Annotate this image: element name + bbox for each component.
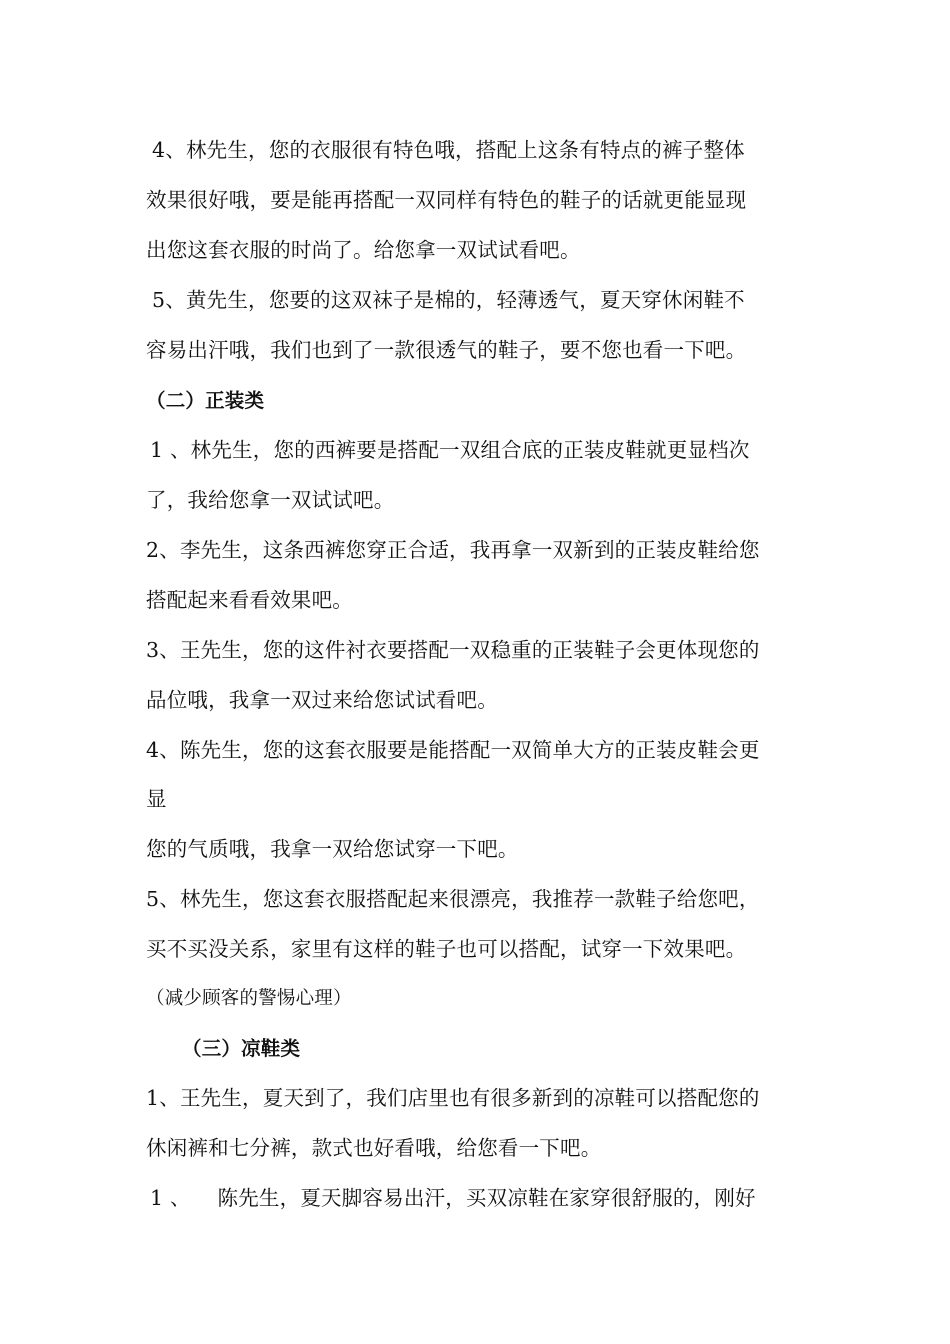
paragraph-line: 2、李先生，这条西裤您穿正合适，我再拿一双新到的正装皮鞋给您 <box>146 538 760 562</box>
paragraph-line: 1 、 陈先生，夏天脚容易出汗，买双凉鞋在家穿很舒服的，刚好 <box>150 1186 756 1210</box>
paragraph-line: 品位哦，我拿一双过来给您试试看吧。 <box>146 688 498 712</box>
note-line: （减少顾客的警惕心理） <box>146 988 352 1009</box>
paragraph-line: 出您这套衣服的时尚了。给您拿一双试试看吧。 <box>146 238 581 262</box>
paragraph-line: 4、林先生，您的衣服很有特色哦，搭配上这条有特点的裤子整体 <box>152 138 745 162</box>
paragraph-line: 效果很好哦，要是能再搭配一双同样有特色的鞋子的话就更能显现 <box>146 188 747 212</box>
paragraph-line: 买不买没关系，家里有这样的鞋子也可以搭配，试穿一下效果吧。 <box>146 937 747 961</box>
paragraph-line: 1、王先生，夏天到了，我们店里也有很多新到的凉鞋可以搭配您的 <box>146 1086 760 1110</box>
paragraph-line: 您的气质哦，我拿一双给您试穿一下吧。 <box>146 837 519 861</box>
paragraph-line: 5、黄先生，您要的这双袜子是棉的，轻薄透气，夏天穿休闲鞋不 <box>152 288 745 312</box>
paragraph-line: 3、王先生，您的这件衬衣要搭配一双稳重的正装鞋子会更体现您的 <box>146 638 760 662</box>
paragraph-line: 显 <box>146 787 167 811</box>
section-heading-formal: （二）正装类 <box>146 389 265 412</box>
paragraph-line: 了，我给您拿一双试试吧。 <box>146 488 395 512</box>
paragraph-line: 1 、林先生，您的西裤要是搭配一双组合底的正装皮鞋就更显档次 <box>150 438 750 462</box>
paragraph-line: 4、陈先生，您的这套衣服要是能搭配一双简单大方的正装皮鞋会更 <box>146 738 760 762</box>
section-heading-sandals: （三）凉鞋类 <box>182 1037 301 1060</box>
paragraph-line: 搭配起来看看效果吧。 <box>146 588 353 612</box>
paragraph-line: 休闲裤和七分裤，款式也好看哦，给您看一下吧。 <box>146 1136 602 1160</box>
paragraph-line: 5、林先生，您这套衣服搭配起来很漂亮，我推荐一款鞋子给您吧， <box>146 887 760 911</box>
paragraph-line: 容易出汗哦，我们也到了一款很透气的鞋子，要不您也看一下吧。 <box>146 338 747 362</box>
